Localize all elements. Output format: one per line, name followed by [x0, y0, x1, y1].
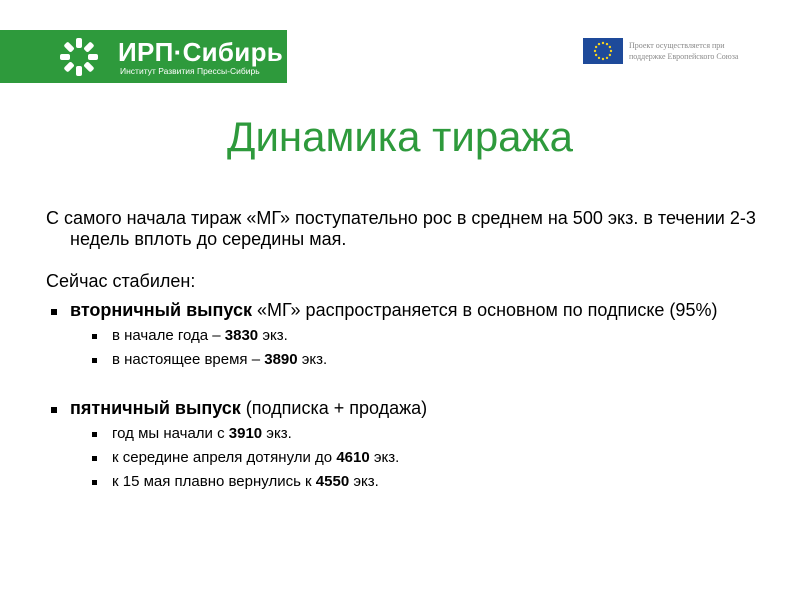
sub-bullet-text: в начале года – — [112, 327, 225, 344]
eu-support-note — [629, 40, 738, 62]
eu-line-1: Проект осуществляется при — [629, 41, 725, 50]
bullet-text: (подписка + продажа) — [240, 398, 428, 418]
intro-paragraph: С самого начала тираж «МГ» поступательно рос в среднем на 500 экз. в течении 2-3 недель вплоть до середины мая. — [46, 208, 756, 249]
slide-content — [46, 208, 766, 491]
sub-bullet-unit: экз. — [369, 449, 400, 466]
logo-name: ИРП·Сибирь — [118, 37, 284, 67]
logo-subtitle: Институт Развития Прессы-Сибирь — [120, 66, 260, 76]
sub-bullet-unit: экз. — [262, 425, 292, 442]
eu-line-2: поддержке Европейского Союза — [629, 52, 739, 61]
bullet-bold: пятничный выпуск — [70, 398, 241, 418]
sub-bullet-text: год мы начали с — [112, 425, 229, 442]
logo-banner — [0, 30, 287, 83]
sub-bullet — [46, 351, 766, 369]
sub-bullet-unit: экз. — [297, 351, 328, 368]
sub-bullet-number: 3830 — [224, 327, 259, 344]
bullet-bold: вторничный выпуск — [70, 300, 252, 320]
bullet-text: «МГ» распространяется в основном по подписке (95%) — [252, 300, 718, 320]
eu-flag-icon — [583, 38, 623, 64]
sub-bullet-number: 3890 — [264, 351, 298, 368]
sub-bullet-unit: экз. — [349, 473, 379, 490]
sub-bullet-unit: экз. — [258, 327, 288, 344]
sub-bullet-text: в настоящее время – — [112, 351, 265, 368]
sub-bullet-number: 3910 — [228, 425, 263, 442]
status-line: Сейчас стабилен: — [46, 271, 196, 291]
irp-logo-icon — [58, 36, 100, 78]
sub-bullet — [46, 425, 766, 443]
sub-bullet-text: к 15 мая плавно вернулись к — [112, 473, 316, 490]
sub-bullet-number: 4550 — [315, 473, 350, 490]
sub-bullet — [46, 473, 766, 491]
sub-bullet — [46, 327, 766, 345]
bullet-tuesday-issue — [46, 300, 766, 321]
slide-title: Динамика тиража — [227, 113, 573, 160]
sub-bullet-number: 4610 — [336, 449, 370, 466]
bullet-friday-issue — [46, 398, 766, 419]
sub-bullet-text: к середине апреля дотянули до — [112, 449, 337, 466]
sub-bullet — [46, 449, 766, 467]
